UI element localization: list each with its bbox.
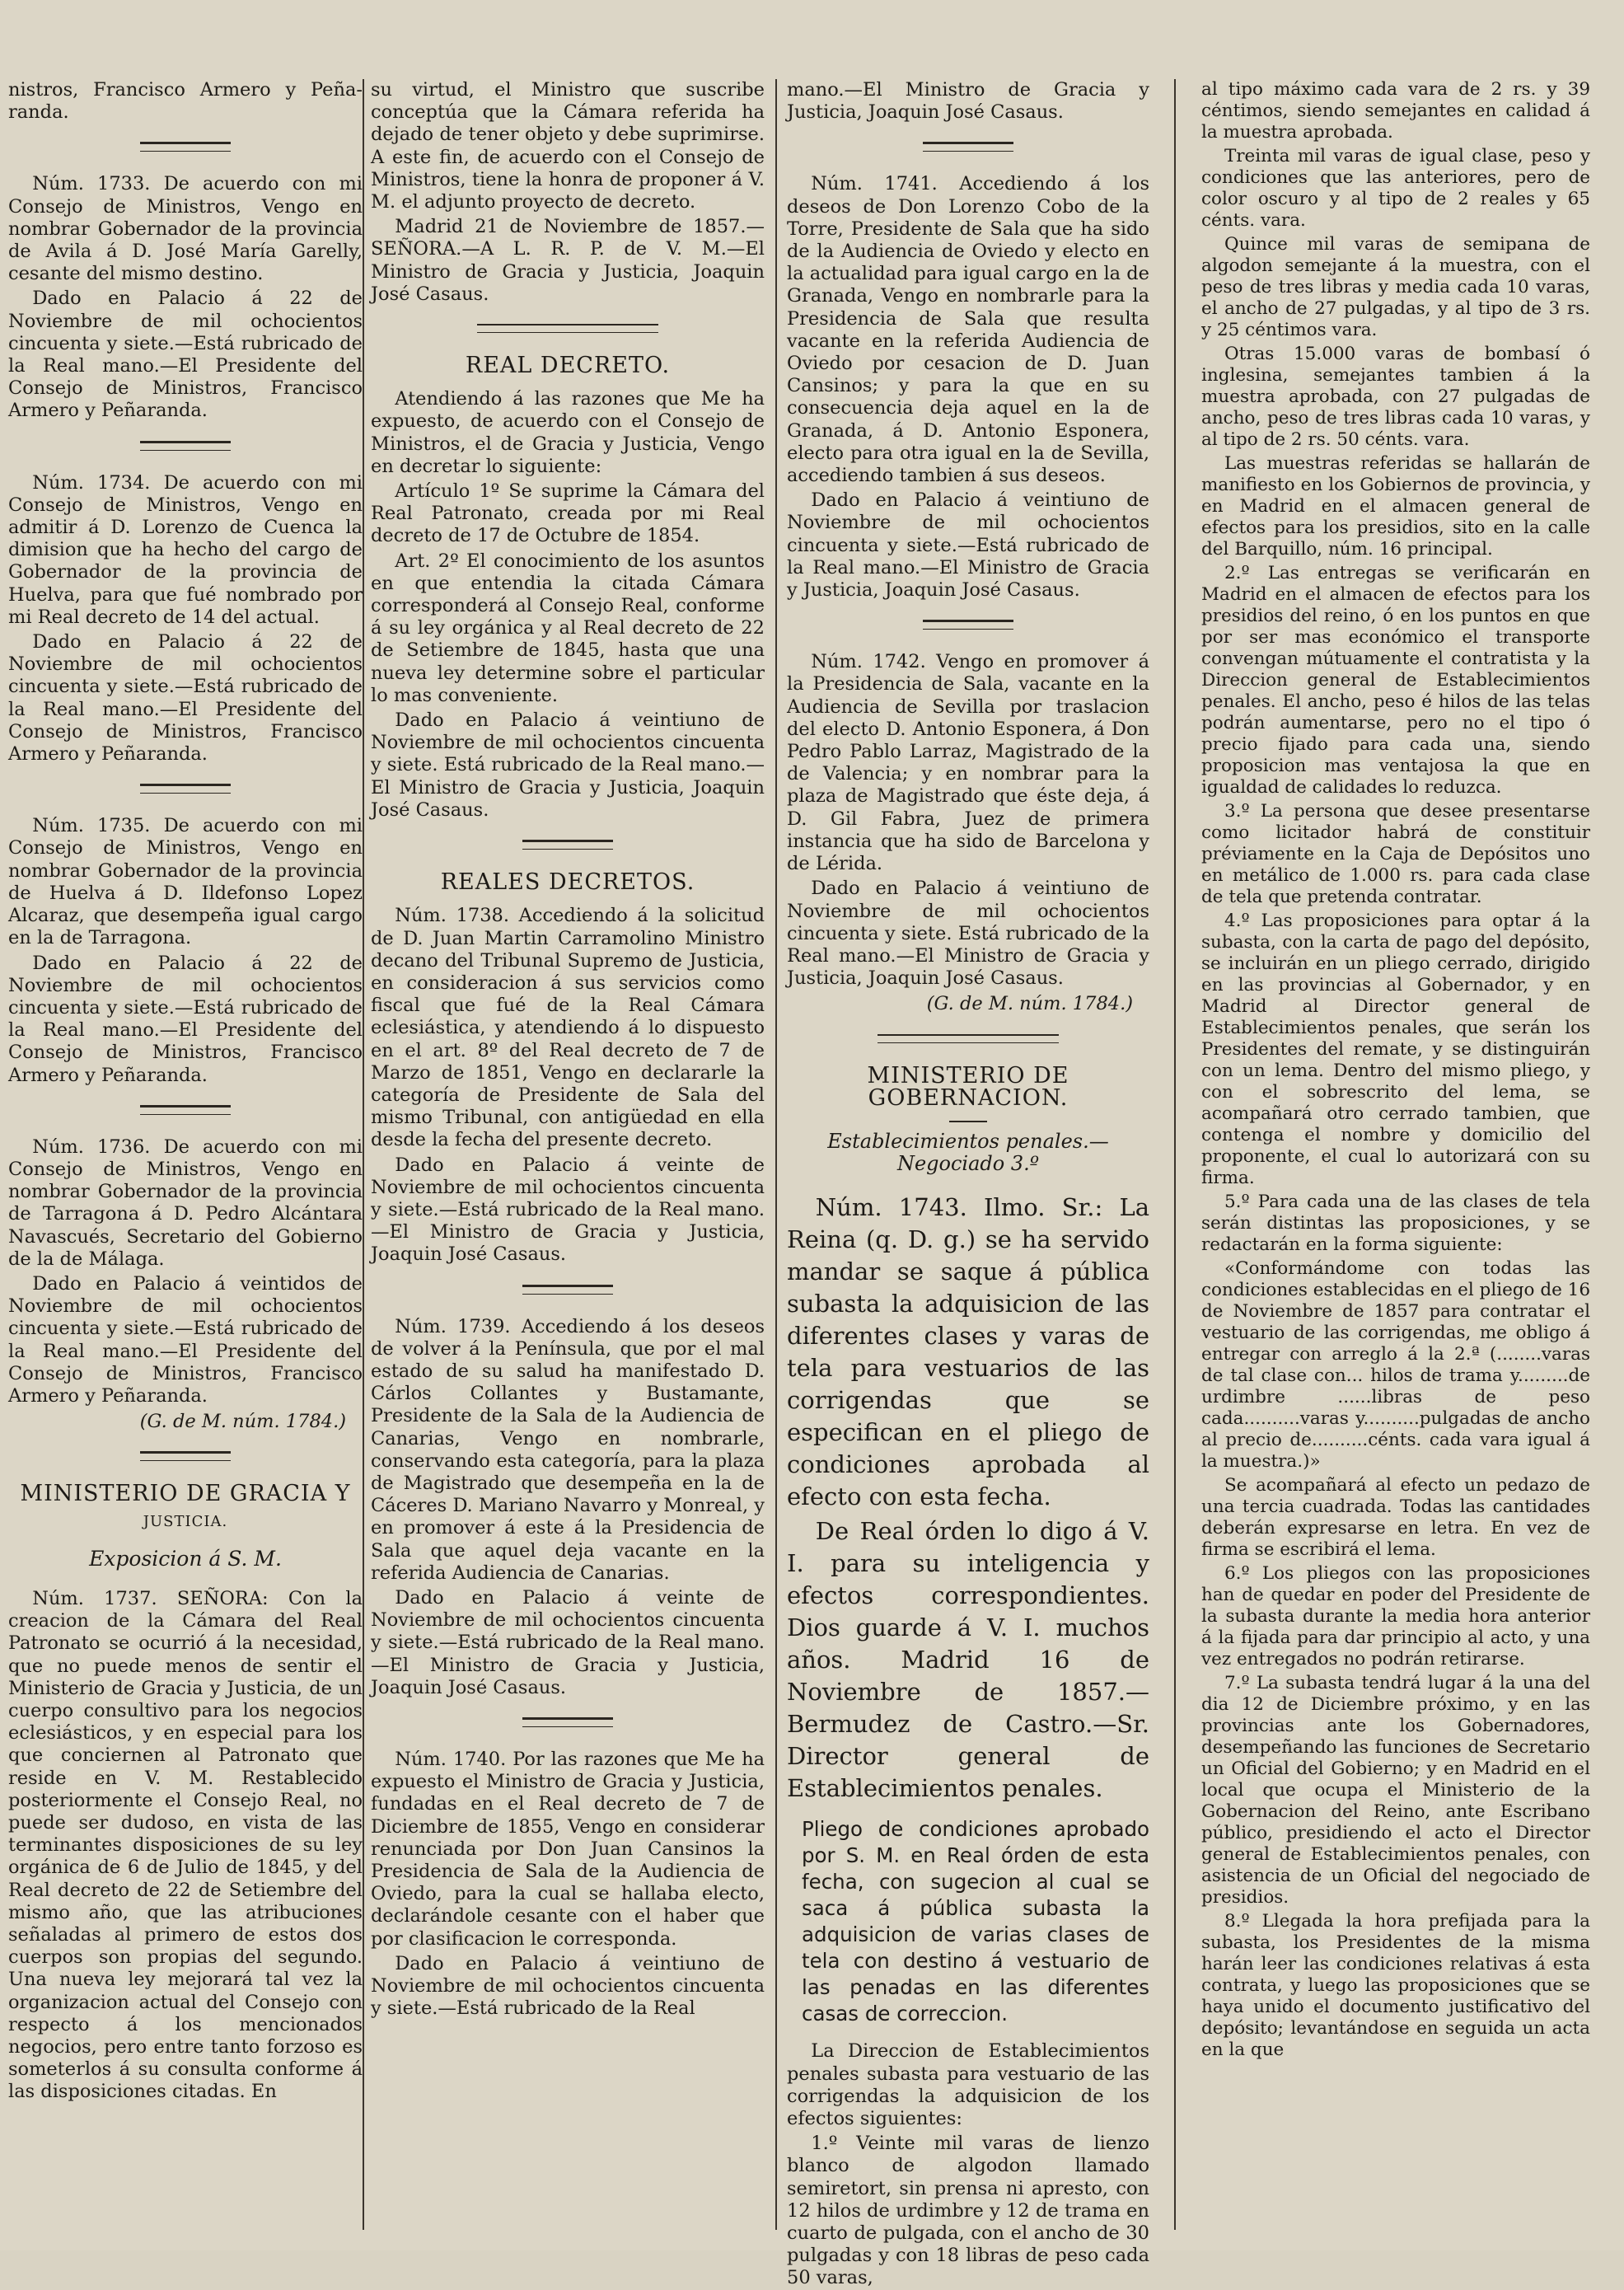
article-paragraph: Núm. 1733. De acuerdo con mi Consejo de Ministros, Vengo en nombrar Gobernador de la provincia de Avila á D. José María Garelly, cesante del mismo destino. [8,173,363,285]
divider-rule [140,142,231,152]
divider-rule [140,1451,231,1461]
royal-order-block [787,1192,1149,1513]
article-paragraph: La Direccion de Establecimientos penales subasta para vestuario de las corrigendas la adquisicion de los efectos siguientes: [787,2040,1149,2129]
article-paragraph: Núm. 1742. Vengo en promover á la Presidencia de Sala, vacante en la Audiencia de Sevilla por traslacion del electo D. Antonio Esponera, á Don Pedro Pablo Larraz, Magistrado de la de Valencia; y en nombrar para la plaza de Magistrado que éste deja, á D. Gil Fabra, Juez de primera instancia que ha sido de Barcelona y de Lérida. [787,651,1149,875]
royal-order-block [787,1515,1149,1805]
section-subheading: JUSTICIA. [143,1512,228,1530]
article-paragraph: Las muestras referidas se hallarán de manifiesto en los Gobiernos de provincia, y en Madrid en el almacen general de efectos para los presidios, sito en la calle del Barquillo, núm. 16 principal. [1201,453,1590,560]
article-paragraph: Dado en Palacio á veintiuno de Noviembre de mil ochocientos cincuenta y siete. Está rubricado de la Real mano.—El Ministro de Gracia y Justicia, Joaquin José Casaus. [371,709,765,821]
article-paragraph: Madrid 21 de Noviembre de 1857.—SEÑORA.—A L. R. P. de V. M.—El Ministro de Gracia y Justicia, Joaquin José Casaus. [371,216,765,305]
divider-rule [140,441,231,451]
article-paragraph: Núm. 1741. Accediendo á los deseos de Don Lorenzo Cobo de la Torre, Presidente de Sala que ha sido de la Audiencia de Oviedo y electo en la actualidad para igual cargo en la de Granada, Vengo en nombrarle para la Presidencia de Sala que resulta vacante en la referida Audiencia de Oviedo por cesacion de D. Juan Cansinos; y para la que en su consecuencia deja aquel en la de Granada, á D. Antonio Esponera, electo para otra igual en la de Sevilla, accediendo tambien á sus deseos. [787,173,1149,487]
divider-rule [878,1034,1059,1043]
article-paragraph: Dado en Palacio á veintiuno de Noviembre de mil ochocientos cincuenta y siete.—Está rubricado de la Real [371,1952,765,2020]
source-reference: (G. de M. núm. 1784.) [926,993,1133,1015]
article-paragraph: Dado en Palacio á veintiuno de Noviembre de mil ochocientos cincuenta y siete.—Está rubricado de la Real mano.—El Ministro de Gracia y Justicia, Joaquin José Casaus. [787,489,1149,602]
article-paragraph: Quince mil varas de semipana de algodon semejante á la muestra, con el peso de tres libras y media cada 10 varas, el ancho de 27 pulgadas, y al tipo de 3 rs. y 25 céntimos vara. [1201,234,1590,340]
article-paragraph: Dado en Palacio á veinte de Noviembre de mil ochocientos cincuenta y siete.—Está rubricado de la Real mano.—El Ministro de Gracia y Justicia, Joaquin José Casaus. [371,1154,765,1266]
article-paragraph: Dado en Palacio á veintidos de Noviembre de mil ochocientos cincuenta y siete.—Está rubricado de la Real mano.—El Presidente del Consejo de Ministros, Francisco Armero y Peñaranda. [8,1272,363,1407]
article-paragraph: Atendiendo á las razones que Me ha expuesto, de acuerdo con el Consejo de Ministros, el de Gracia y Justicia, Vengo en decretar lo siguiente: [371,388,765,477]
article-paragraph: Dado en Palacio á 22 de Noviembre de mil ochocientos cincuenta y siete.—Está rubricado de la Real mano.—El Presidente del Consejo de Ministros, Francisco Armero y Peñaranda. [8,952,363,1086]
divider-rule [923,142,1013,152]
column-1 [8,79,363,2230]
column-rule [363,79,364,2230]
article-paragraph: 3.º La persona que desee presentarse como licitador habrá de constituir préviamente en la Caja de Depósitos uno en metálico de 1.000 rs. para cada clase de tela que pretenda contratar. [1201,801,1590,907]
negociado-title: Establecimientos penales.—Negociado 3.º [827,1129,1109,1176]
article-paragraph: Núm. 1736. De acuerdo con mi Consejo de Ministros, Vengo en nombrar Gobernador de la provincia de Tarragona á D. Pedro Alcántara Navascués, Secretario del Gobierno de la de Málaga. [8,1136,363,1270]
article-paragraph: Dado en Palacio á 22 de Noviembre de mil ochocientos cincuenta y siete.—Está rubricado de la Real mano.—El Presidente del Consejo de Ministros, Francisco Armero y Peñaranda. [8,288,363,422]
article-paragraph: Dado en Palacio á veinte de Noviembre de mil ochocientos cincuenta y siete.—Está rubricado de la Real mano.—El Ministro de Gracia y Justicia, Joaquin José Casaus. [371,1586,765,1698]
divider-rule [522,1285,613,1295]
article-paragraph: Núm. 1735. De acuerdo con mi Consejo de Ministros, Vengo en nombrar Gobernador de la provincia de Huelva á D. Ildefonso Lopez Alcaraz, que desempeña igual cargo en la de Tarragona. [8,815,363,949]
divider-rule [140,1105,231,1115]
royal-order-paragraph: De Real órden lo digo á V. I. para su inteligencia y efectos correspondientes. Dios guarde á V. I. muchos años. Madrid 16 de Noviembre de 1857.—Bermudez de Castro.—Sr. Director general de Establecimientos penales. [787,1517,1149,1803]
divider-rule [140,784,231,794]
article-paragraph: 2.º Las entregas se verificarán en Madrid en el almacen de efectos para los presidios del reino, ó en los puntos en que por ser mas económico el transporte convengan mútuamente el contratista y la Direccion general de Establecimientos penales. El ancho, peso é hilos de las telas podrán aumentarse, pero no el tipo ó precio fijado para cada una, siendo proposicion mas ventajosa la que en igualdad de calidades lo reduzca. [1201,563,1590,798]
article-paragraph: 1.º Veinte mil varas de lienzo blanco de algodon llamado semiretort, sin prensa ni apresto, con 12 hilos de urdimbre y 12 de trama en cuarto de pulgada, con el ancho de 30 pulgadas y con 18 libras de peso cada 50 varas, [787,2133,1149,2289]
column-2 [371,79,765,2230]
article-paragraph: nistros, Francisco Armero y Peña-randa. [8,79,363,124]
divider-rule [477,324,658,333]
article-paragraph: mano.—El Ministro de Gracia y Justicia, Joaquin José Casaus. [787,79,1149,124]
article-paragraph: Artículo 1º Se suprime la Cámara del Real Patronato, creada por mi Real decreto de 17 de Octubre de 1854. [371,480,765,547]
article-paragraph: 5.º Para cada una de las clases de tela serán distintas las proposiciones, y se redactarán en la forma siguiente: [1201,1192,1590,1255]
article-paragraph: Núm. 1737. SEÑORA: Con la creacion de la Cámara del Real Patronato se ocurrió á la necesidad, que no puede menos de sentir el Ministerio de Gracia y Justicia, de un cuerpo consultivo para los negocios eclesiásticos, y en especial para los que conciernen al Patronato que reside en V. M. Restablecido posteriormente el Consejo Real, no puede ser dudoso, en vista de las terminantes disposiciones de su ley orgánica de 6 de Julio de 1845, y del Real decreto de 22 de Setiembre del mismo año, que las atribuciones señaladas al primero de estos dos cuerpos son propias del segundo. Una nueva ley mejorará tal vez la organizacion actual del Consejo con respecto á los mencionados negocios, pero entre tanto forzoso es someterlos á su consulta conforme á las disposiciones citadas. En [8,1587,363,2103]
divider-rule [923,620,1013,630]
article-paragraph: 6.º Los pliegos con las proposiciones han de quedar en poder del Presidente de la subasta durante la media hora anterior á la fijada para dar principio al acto, y una vez entregados no podrán retirarse. [1201,1563,1590,1669]
article-paragraph: Art. 2º El conocimiento de los asuntos en que entendia la citada Cámara corresponderá al Consejo Real, conforme á su ley orgánica y al Real decreto de 22 de Setiembre de 1845, hasta que una nueva ley determine sobre el particular lo mas conveniente. [371,550,765,706]
article-paragraph: su virtud, el Ministro que suscribe conceptúa que la Cámara referida ha dejado de tener objeto y debe suprimirse. A este fin, de acuerdo con el Consejo de Ministros, tiene la honra de proponer á V. M. el adjunto proyecto de decreto. [371,79,765,213]
column-3 [787,79,1149,2289]
article-paragraph: Núm. 1740. Por las razones que Me ha expuesto el Ministro de Gracia y Justicia, fundadas en el Real decreto de 7 de Diciembre de 1855, Vengo en considerar renunciada por Don Juan Cansinos la Presidencia de Sala de la Audiencia de Oviedo, para la cual se hallaba electo, declarándole cesante con el haber que por clasificacion le corresponda. [371,1749,765,1950]
section-title: Exposicion á S. M. [89,1546,282,1571]
royal-order-paragraph: Núm. 1743. Ilmo. Sr.: La Reina (q. D. g.) se ha servido mandar se saque á pública subasta la adquisicion de las diferentes clases y varas de tela para vestuarios de las corrigendas que se especifican en el pliego de condiciones aprobada al efecto con esta fecha. [787,1193,1149,1511]
section-heading: REAL DECRETO. [465,353,671,379]
column-rule [1174,79,1176,2230]
conditions-title: Pliego de condiciones aprobado por S. M. en Real órden de esta fecha, con sugecion al cual se saca á pública subasta la adquisicion de varias clases de tela con destino á vestuario de las penadas en las diferentes casas de correccion. [802,1817,1149,2026]
section-heading: MINISTERIO DE GRACIA Y [20,1481,351,1507]
article-paragraph: Treinta mil varas de igual clase, peso y condiciones que las anteriores, pero de color oscuro y al tipo de 2 reales y 65 cénts. vara. [1201,146,1590,231]
article-paragraph: 4.º Las proposiciones para optar á la subasta, con la carta de pago del depósito, se incluirán en un pliego cerrado, dirigido en las provincias al Gobernador, y en Madrid al Director general de Establecimientos penales, que serán los Presidentes del remate, y se distinguirán con un lema. Dentro del mismo pliego, y con el sobrescrito del lema, se acompañará otro cerrado tambien, que contenga el nombre y domicilio del proponente, el cual lo autorizará con su firma. [1201,911,1590,1188]
conditions-block [787,1816,1149,2027]
article-paragraph: Dado en Palacio á 22 de Noviembre de mil ochocientos cincuenta y siete.—Está rubricado de la Real mano.—El Presidente del Consejo de Ministros, Francisco Armero y Peñaranda. [8,631,363,766]
divider-rule [522,840,613,850]
divider-rule [522,1717,613,1727]
article-paragraph: 7.º La subasta tendrá lugar á la una del dia 12 de Diciembre próximo, y en las provincias ante los Gobernadores, desempeñando las funciones de Secretario un Oficial del Gobierno; y en Madrid en el local que ocupa el Ministerio de la Gobernacion del Reino, ante Escribano público, presidiendo el acto el Director general de Establecimientos penales, con asistencia de un Oficial del negociado de presidios. [1201,1673,1590,1908]
article-paragraph: 8.º Llegada la hora prefijada para la subasta, los Presidentes de la misma harán leer las condiciones relativas á esta contrata, y luego las proposiciones que se haya unido el documento justificativo del depósito; levantándose en seguida un acta en la que [1201,1911,1590,2060]
article-paragraph: Núm. 1734. De acuerdo con mi Consejo de Ministros, Vengo en admitir á D. Lorenzo de Cuenca la dimision que ha hecho del cargo de Gobernador de la provincia de Huelva, para que fué nombrado por mi Real decreto de 14 del actual. [8,471,363,628]
article-paragraph: al tipo máximo cada vara de 2 rs. y 39 céntimos, siendo semejantes en calidad á la muestra aprobada. [1201,79,1590,143]
column-rule [775,79,777,2230]
article-paragraph: Se acompañará al efecto un pedazo de una tercia cuadrada. Todas las cantidades deberán expresarse en letra. En vez de firma se escribirá el lema. [1201,1475,1590,1560]
article-paragraph: Núm. 1739. Accediendo á los deseos de volver á la Península, que por el mal estado de su salud ha manifestado D. Cárlos Collantes y Bustamante, Presidente de la Sala de la Audiencia de Canarias, Vengo en nombrarle, conservando esta categoría, para la plaza de Magistrado que desempeña en la de Cáceres D. Mariano Navarro y Monreal, y en promover á este á la Presidencia de Sala que aquel deja vacante en la referida Audiencia de Canarias. [371,1315,765,1584]
article-paragraph: Dado en Palacio á veintiuno de Noviembre de mil ochocientos cincuenta y siete. Está rubricado de la Real mano.—El Ministro de Gracia y Justicia, Joaquin José Casaus. [787,878,1149,990]
section-heading: REALES DECRETOS. [440,869,695,896]
section-heading: MINISTERIO DE GOBERNACION. [867,1062,1069,1111]
source-reference: (G. de M. núm. 1784.) [139,1411,346,1433]
article-paragraph: Otras 15.000 varas de bombasí ó inglesina, semejantes tambien á la muestra aprobada, con 27 pulgadas de ancho, peso de tres libras cada 10 varas, y al tipo de 2 rs. 50 cénts. vara. [1201,344,1590,450]
article-paragraph: Núm. 1738. Accediendo á la solicitud de D. Juan Martin Carramolino Ministro decano del Tribunal Supremo de Justicia, en consideracion á sus servicios como fiscal que fué de la Real Cámara eclesiástica, y atendiendo á lo dispuesto en el art. 8º del Real decreto de 7 de Marzo de 1851, Vengo en declararle la categoría de Presidente de Sala del mismo Tribunal, con antigüedad en ella desde la fecha del presente decreto. [371,905,765,1151]
article-paragraph: «Conformándome con todas las condiciones establecidas en el pliego de 16 de Noviembre de 1857 para contratar el vestuario de las corrigendas, me obligo á entregar con arreglo á la 2.ª (........varas de tal clase con... hilos de trama y.........de urdimbre ......libras de peso cada..........varas y..........pulgadas de ancho al precio de..........cénts. cada vara igual á la muestra.)» [1201,1258,1591,1472]
column-4 [1201,79,1590,2230]
divider-rule [949,1121,987,1122]
